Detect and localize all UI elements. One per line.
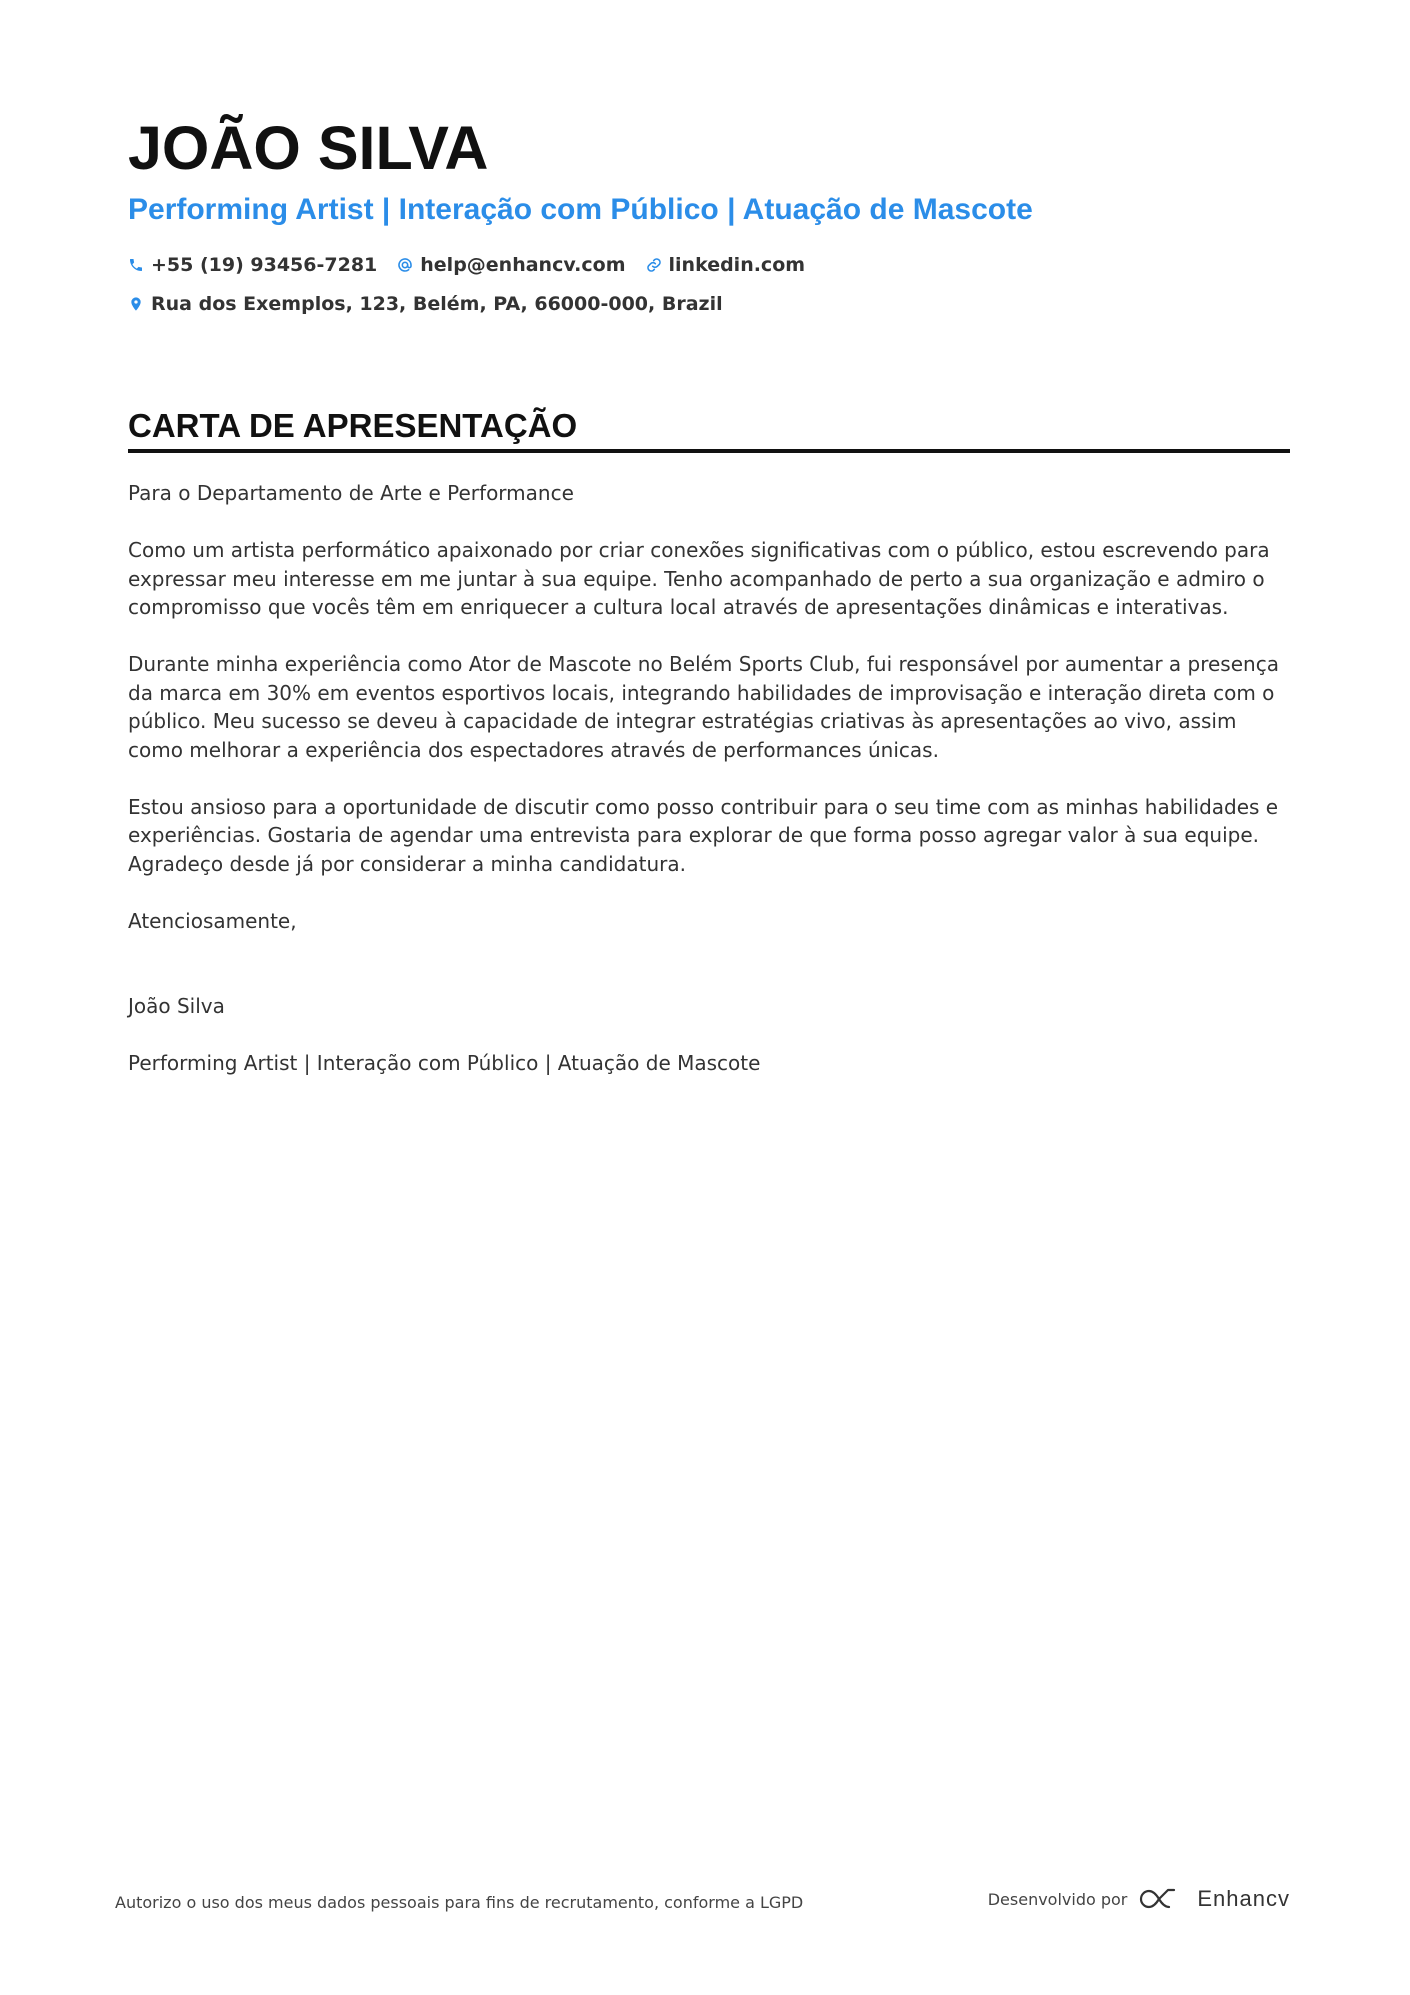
contact-link[interactable] [646, 254, 806, 276]
contact-row [128, 254, 825, 276]
address-row [128, 293, 743, 315]
link-text[interactable]: linkedin.com [668, 254, 806, 276]
letter-body [128, 479, 1290, 1078]
link-icon [646, 257, 662, 273]
footer-branding[interactable] [988, 1886, 1290, 1912]
signature-title: Performing Artist | Interação com Público | Atuação de Mascote [128, 1051, 761, 1075]
letter-paragraph: Como um artista performático apaixonado por criar conexões significativas com o público, estou escrevendo para expressar meu interesse em me juntar à sua equipe. Tenho acompanhado de perto a sua organização e admiro o compromisso que vocês têm em enriquecer a cultura local através de apresentações dinâmicas e interativas. [128, 538, 1270, 619]
letter-recipient: Para o Departamento de Arte e Performance [128, 481, 574, 505]
signature-name: João Silva [128, 994, 225, 1018]
section-divider [128, 449, 1290, 453]
letter-closing: Atenciosamente, [128, 908, 297, 933]
phone-text: +55 (19) 93456-7281 [151, 254, 378, 276]
candidate-name: JOÃO SILVA [128, 114, 489, 182]
powered-by-label: Desenvolvido por [987, 1889, 1128, 1909]
candidate-headline: Performing Artist | Interação com Público | Atuação de Mascote [128, 193, 1033, 226]
letter-paragraph: Durante minha experiência como Ator de Mascote no Belém Sports Club, fui responsável por aumentar a presença da marca em 30% em eventos esportivos locais, integrando habilidades de improvisação e interação direta com o público. Meu sucesso se deveu à capacidade de integrar estratégias criativas às apresentações ao vivo, assim como melhorar a experiência dos espectadores através de performances únicas. [128, 652, 1279, 762]
enhancv-logo-icon [1139, 1886, 1185, 1912]
phone-icon [128, 257, 144, 273]
brand-name[interactable]: Enhancv [1197, 1886, 1290, 1911]
email-text[interactable]: help@enhancv.com [420, 254, 626, 276]
letter-paragraph: Estou ansioso para a oportunidade de discutir como posso contribuir para o seu time com as minhas habilidades e experiências. Gostaria de agendar uma entrevista para explorar de que forma posso agregar valor à sua equipe. Agradeço desde já por considerar a minha candidatura. [128, 794, 1279, 876]
section-title: CARTA DE APRESENTAÇÃO [128, 407, 578, 444]
contact-email[interactable] [397, 254, 625, 276]
contact-address [128, 293, 723, 315]
location-pin-icon [128, 296, 144, 312]
footer-consent: Autorizo o uso dos meus dados pessoais para fins de recrutamento, conforme a LGPD [115, 1893, 804, 1912]
contact-phone [128, 254, 377, 276]
at-icon [397, 257, 413, 273]
address-text: Rua dos Exemplos, 123, Belém, PA, 66000-000, Brazil [151, 293, 723, 315]
